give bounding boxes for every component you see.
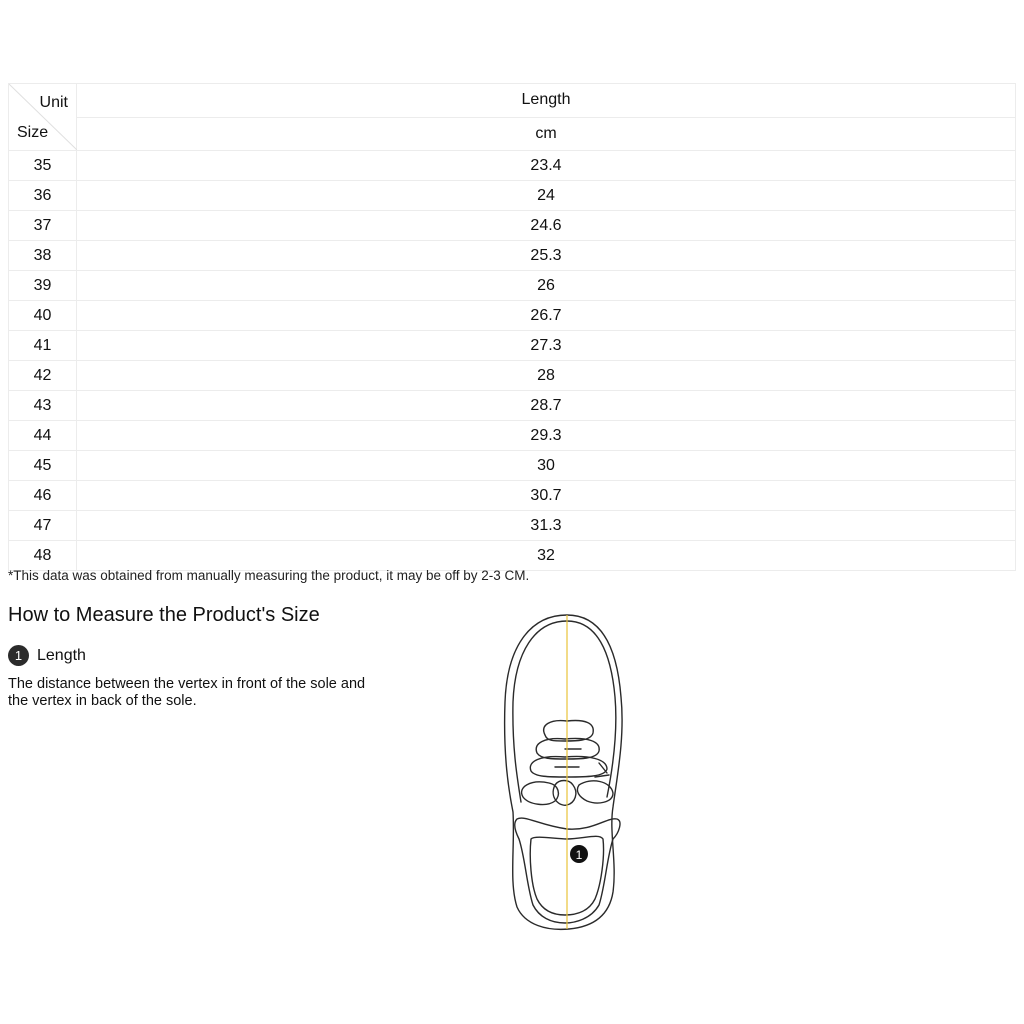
measurement-note: *This data was obtained from manually measuring the product, it may be off by 2-3 CM. bbox=[8, 568, 530, 583]
size-cell: 39 bbox=[9, 271, 77, 301]
measure-step bbox=[8, 645, 86, 666]
size-cell: 43 bbox=[9, 391, 77, 421]
table-row bbox=[9, 391, 1016, 421]
measure-title: How to Measure the Product's Size bbox=[8, 604, 320, 626]
size-header: Size bbox=[17, 124, 49, 141]
size-cell: 42 bbox=[9, 361, 77, 391]
table-row bbox=[9, 361, 1016, 391]
length-cell: 31.3 bbox=[77, 511, 1016, 541]
table-row bbox=[9, 451, 1016, 481]
size-cell: 41 bbox=[9, 331, 77, 361]
size-cell: 37 bbox=[9, 211, 77, 241]
size-cell: 44 bbox=[9, 421, 77, 451]
table-row bbox=[9, 541, 1016, 571]
unit-header: Unit bbox=[39, 94, 68, 111]
length-cell: 30.7 bbox=[77, 481, 1016, 511]
length-cell: 27.3 bbox=[77, 331, 1016, 361]
header-row-unit bbox=[9, 117, 1016, 151]
size-chart-table bbox=[8, 83, 1016, 571]
length-header: Length bbox=[77, 84, 1016, 118]
length-cell: 26.7 bbox=[77, 301, 1016, 331]
corner-header-cell bbox=[9, 84, 77, 151]
table-row bbox=[9, 481, 1016, 511]
length-cell: 32 bbox=[77, 541, 1016, 571]
table-row bbox=[9, 151, 1016, 181]
table-row bbox=[9, 511, 1016, 541]
size-cell: 36 bbox=[9, 181, 77, 211]
length-cell: 24 bbox=[77, 181, 1016, 211]
table-row bbox=[9, 271, 1016, 301]
length-cell: 28.7 bbox=[77, 391, 1016, 421]
size-cell: 40 bbox=[9, 301, 77, 331]
size-cell: 35 bbox=[9, 151, 77, 181]
size-cell: 48 bbox=[9, 541, 77, 571]
length-cell: 29.3 bbox=[77, 421, 1016, 451]
header-row-label bbox=[9, 84, 1016, 118]
table-row bbox=[9, 301, 1016, 331]
table-row bbox=[9, 241, 1016, 271]
length-cell: 24.6 bbox=[77, 211, 1016, 241]
table-row bbox=[9, 331, 1016, 361]
length-marker-number: 1 bbox=[575, 848, 583, 862]
step-number-badge: 1 bbox=[8, 645, 29, 666]
length-cell: 26 bbox=[77, 271, 1016, 301]
size-chart-body bbox=[9, 84, 1016, 571]
table-row bbox=[9, 211, 1016, 241]
measure-description: The distance between the vertex in front of the sole and the vertex in back of the sole. bbox=[8, 676, 366, 709]
shoe-outline-icon bbox=[495, 607, 635, 937]
length-cell: 30 bbox=[77, 451, 1016, 481]
size-cell: 47 bbox=[9, 511, 77, 541]
size-cell: 38 bbox=[9, 241, 77, 271]
length-cell: 28 bbox=[77, 361, 1016, 391]
table-row bbox=[9, 181, 1016, 211]
length-cell: 25.3 bbox=[77, 241, 1016, 271]
size-cell: 46 bbox=[9, 481, 77, 511]
table-row bbox=[9, 421, 1016, 451]
size-cell: 45 bbox=[9, 451, 77, 481]
length-unit-header: cm bbox=[77, 117, 1016, 151]
step-label: Length bbox=[37, 646, 86, 664]
length-cell: 23.4 bbox=[77, 151, 1016, 181]
